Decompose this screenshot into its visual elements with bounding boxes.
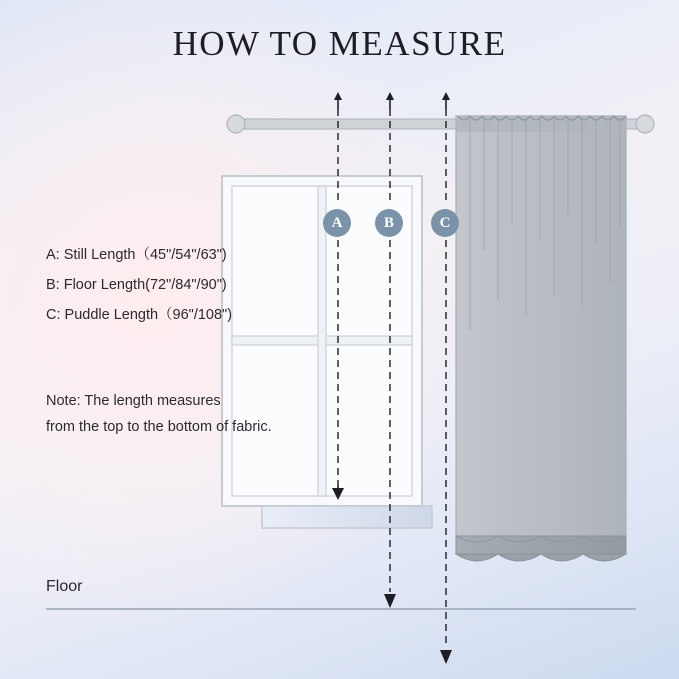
legend	[46, 240, 316, 330]
page-title: HOW TO MEASURE	[172, 24, 507, 63]
legend-item-b: B: Floor Length(72"/84"/90")	[46, 277, 227, 293]
badge-a: A	[323, 209, 351, 237]
badge-b: B	[375, 209, 403, 237]
note	[46, 388, 336, 440]
measure-arrow-c-puddle-length	[440, 92, 452, 664]
badge-c: C	[431, 209, 459, 237]
legend-item-a: A: Still Length（45"/54"/63")	[46, 247, 227, 263]
floor-label: Floor	[46, 578, 83, 595]
note-line-2: from the top to the bottom of fabric.	[46, 419, 272, 435]
legend-item-c: C: Puddle Length（96"/108")	[46, 307, 233, 323]
note-line-1: Note: The length measures	[46, 393, 221, 409]
curtain-panel	[456, 116, 626, 561]
window-sill	[262, 506, 432, 528]
